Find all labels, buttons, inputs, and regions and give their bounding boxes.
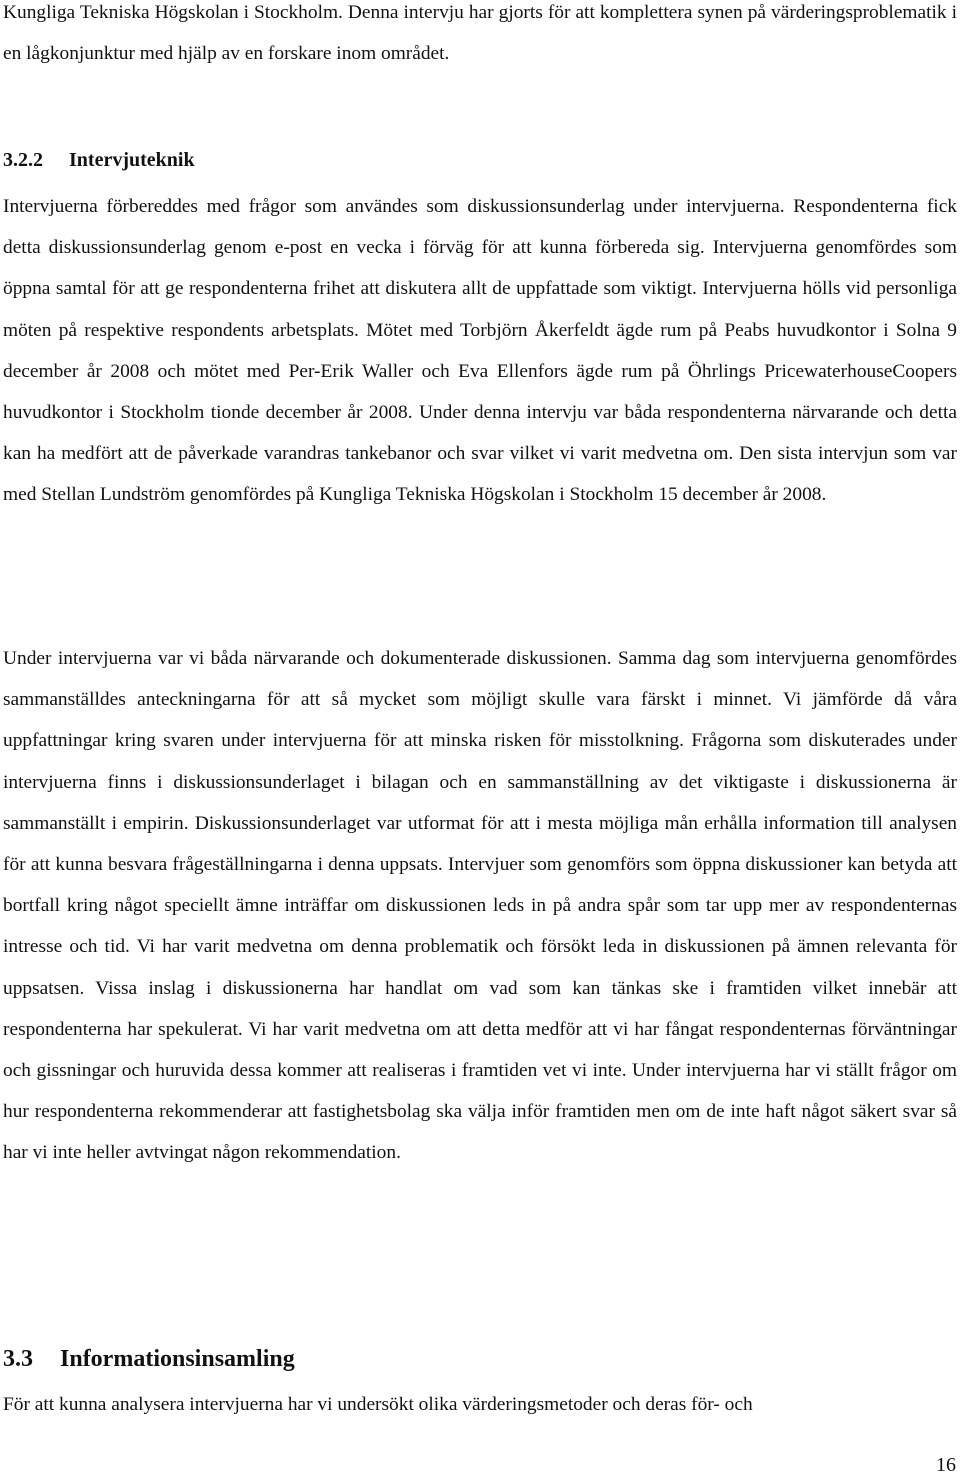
information-paragraph: För att kunna analysera intervjuerna har vi undersökt olika värderingsmetoder och deras för- och [3, 1394, 753, 1415]
intro-paragraph: Kungliga Tekniska Högskolan i Stockholm. Denna intervju har gjorts för att komplettera synen på värderingsproblematik i en lågkonjunktur med hjälp av en forskare inom området. [3, 2, 957, 65]
interview-technique-paragraph: Intervjuerna förbereddes med frågor som användes som diskussionsunderlag under intervjuerna. Respondenterna fick detta diskussionsunderlag genom e-post en vecka i förväg för att kunna förbereda sig. Intervjuerna genomfördes som öppna samtal för att ge respondenterna frihet att diskutera allt de uppfattade som viktigt. Intervjuerna hölls vid personliga möten på respektive respondents arbetsplats. Mötet med Torbjörn Åkerfeldt ägde rum på Peabs huvudkontor i Solna 9 december år 2008 och mötet med Per-Erik Waller och Eva Ellenfors ägde rum på Öhrlings PricewaterhouseCoopers huvudkontor i Stockholm tionde december år 2008. Under denna intervju var båda respondenterna närvarande och detta kan ha medfört att de påverkade varandras tankebanor och svar vilket vi varit medvetna om. Den sista intervjun som var med Stellan Lundström genomfördes på Kungliga Tekniska Högskolan i Stockholm 15 december år 2008. [3, 196, 957, 506]
section-number: 3.2.2 [3, 149, 43, 171]
documentation-paragraph: Under intervjuerna var vi båda närvarande och dokumenterade diskussionen. Samma dag som intervjuerna genomfördes sammanställdes anteckningarna för att så mycket som möjligt skulle vara färskt i minnet. Vi jämförde då våra uppfattningar kring svaren under intervjuerna för att minska risken för misstolkning. Frågorna som diskuterades under intervjuerna finns i diskussionsunderlaget i bilagan och en sammanställning av det viktigaste i diskussionerna är sammanställt i empirin. Diskussionsunderlaget var utformat för att i mesta möjliga mån erhålla information till analysen för att kunna besvara frågeställningarna i denna uppsats. Intervjuer som genomförs som öppna diskussioner kan betyda att bortfall kring något speciellt ämne inträffar om diskussionen leds in på andra spår som tar upp mer av respondenternas intresse och tid. Vi har varit medvetna om denna problematik och försökt leda in diskussionen på ämnen relevanta för uppsatsen. Vissa inslag i diskussionerna har handlat om vad som kan tänkas ske i framtiden vilket innebär att respondenterna har spekulerat. Vi har varit medvetna om att detta medför att vi har fångat respondenternas förväntningar och gissningar och huruvida dessa kommer att realiseras i framtiden vet vi inte. Under intervjuerna har vi ställt frågor om hur respondenterna rekommenderar att fastighetsbolag ska välja inför framtiden men om de inte haft något säkert svar så har vi inte heller avtvingat någon rekommendation. [3, 648, 957, 1164]
section-number: 3.3 [3, 1346, 33, 1372]
page-number: 16 [936, 1454, 956, 1476]
section-title: Intervjuteknik [69, 149, 195, 171]
section-heading-3-2-2 [3, 140, 195, 180]
section-heading-3-3 [3, 1339, 295, 1379]
section-title: Informationsinsamling [60, 1346, 295, 1372]
